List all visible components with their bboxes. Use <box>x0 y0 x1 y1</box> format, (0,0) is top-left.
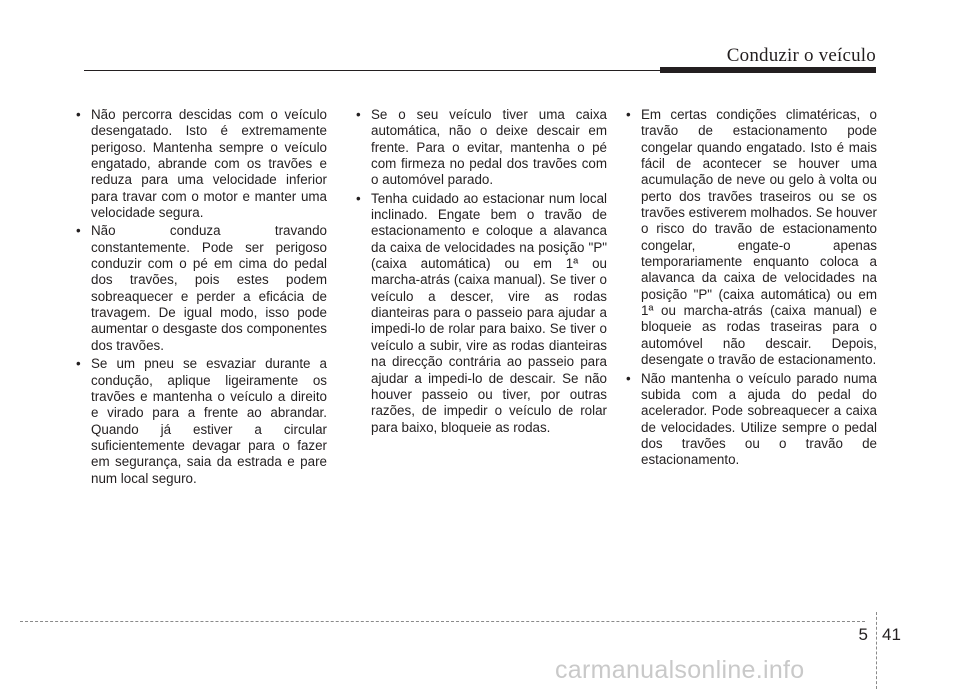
bullet-text: • Se o seu veículo tiver uma caixa automática, não o deixe descair em frente. Para o evitar, mantenha o pé com firmeza no pedal dos travões com o automóvel parado. <box>371 107 607 188</box>
bullet-item <box>625 371 877 469</box>
bullet-text: • Não percorra descidas com o veículo desengatado. Isto é extremamente perigoso. Mantenha sempre o veículo engatado, abrande com os travões e reduza para uma velocidade inferior para travar com o motor e manter uma velocidade segura. <box>91 107 327 221</box>
footer-dashed-rule <box>20 621 865 622</box>
text-column-3 <box>625 107 877 471</box>
page-title: Conduzir o veículo <box>726 45 876 66</box>
bullet-item <box>75 223 327 354</box>
bullet-item <box>75 356 327 487</box>
chapter-number: 5 <box>858 625 868 644</box>
text-column-2 <box>355 107 607 438</box>
footer-vertical-rule <box>876 612 877 689</box>
bullet-item <box>355 191 607 436</box>
bullet-text: • Em certas condições climatéricas, o travão de estacionamento pode congelar quando engatado. Isto é mais fácil de acontecer se houver uma acumulação de neve ou gelo à volta ou perto dos travões traseiros ou se os travões estiverem molhados. Se houver o risco do travão de estacionamento congelar, engate-o apenas temporariamente enquanto coloca a alavanca da caixa de velocidades na posição "P" (caixa automática) ou em 1ª ou marcha-atrás (caixa manual) e bloqueie as rodas traseiras para o automóvel não descair. Depois, desengate o travão de estacionamento. <box>641 107 877 368</box>
bullet-item <box>355 107 607 189</box>
bullet-item <box>75 107 327 221</box>
bullet-text: • Não conduza travando constantemente. Pode ser perigoso conduzir com o pé em cima do pedal dos travões, pois estes podem sobreaquecer e perder a eficácia de travagem. De igual modo, isso pode aumentar o desgaste dos componentes dos travões. <box>91 223 327 353</box>
text-column-1 <box>75 107 327 489</box>
bullet-text: • Tenha cuidado ao estacionar num local inclinado. Engate bem o travão de estacionamento e coloque a alavanca da caixa de velocidades na posição "P" (caixa automática) ou em 1ª ou marcha-atrás (caixa manual). Se tiver o veículo a descer, vire as rodas dianteiras para o passeio para ajudar a impedi-lo de rolar para baixo. Se tiver o veículo a subir, vire as rodas dianteiras na direcção contrária ao passeio para ajudar a impedi-lo de descair. Se não houver passeio ou tiver, por outras razões, de impedir o veículo de rolar para baixo, bloqueie as rodas. <box>371 190 607 435</box>
bullet-item <box>625 107 877 369</box>
header-rule-thick <box>660 67 876 73</box>
watermark: carmanualsonline.info <box>555 656 805 684</box>
header-rule-thin <box>84 70 660 71</box>
bullet-text: • Não mantenha o veículo parado numa subida com a ajuda do pedal do acelerador. Pode sobreaquecer a caixa de velocidades. Utilize sempre o pedal dos travões ou o travão de estacionamento. <box>641 370 877 468</box>
page-number: 41 <box>882 625 901 644</box>
bullet-text: • Se um pneu se esvaziar durante a condução, aplique ligeiramente os travões e mantenha o veículo a direito e virado para a frente ao abrandar. Quando já estiver a circular suficientemente devagar para o fazer em segurança, saia da estrada e pare num local seguro. <box>91 356 327 486</box>
